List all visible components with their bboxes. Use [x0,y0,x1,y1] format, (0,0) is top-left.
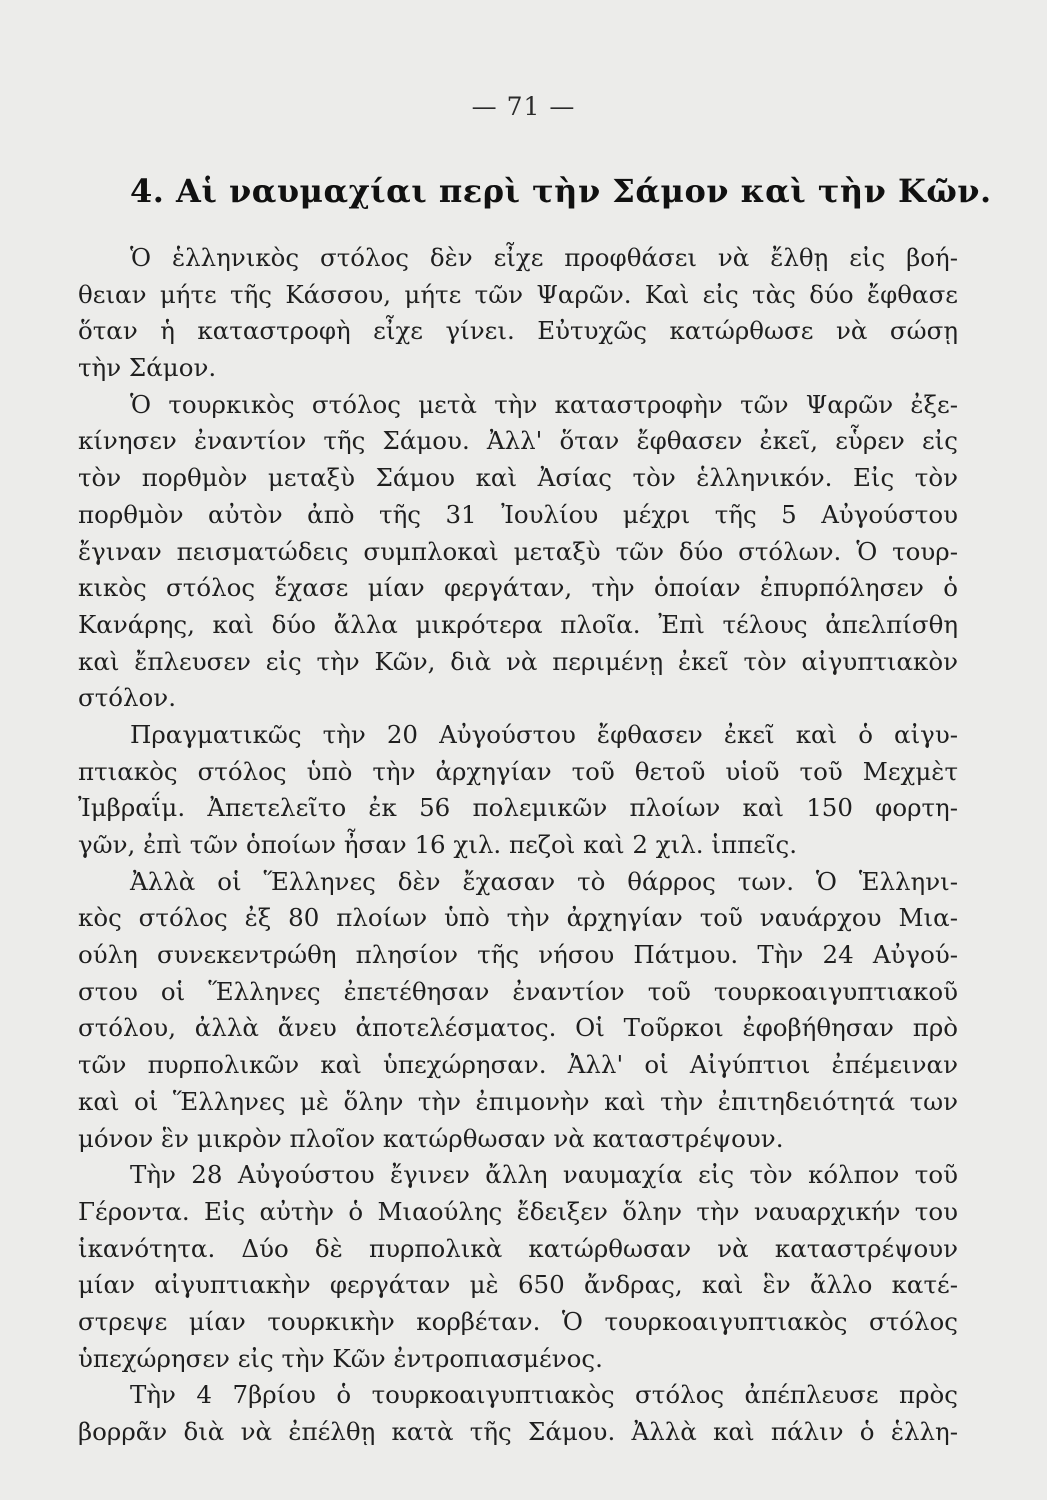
text-line: Ὁ ἑλληνικὸς στόλος δὲν εἶχε προφθάσει νὰ ἔλθῃ εἰς βοή- [130,243,958,272]
text-line: στόλου, ἀλλὰ ἄνευ ἀποτελέσματος. Οἱ Τοῦρκοι ἐφοβήθησαν πρὸ [78,1013,958,1043]
text-line: κὸς στόλος ἐξ 80 πλοίων ὑπὸ τὴν ἀρχηγίαν τοῦ ναυάρχου Μια- [78,903,958,933]
text-line: Γέροντα. Εἰς αὐτὴν ὁ Μιαούλης ἔδειξεν ὅλην τὴν ναυαρχικήν του [78,1196,958,1226]
paragraph [78,1157,958,1377]
text-line: γῶν, ἐπὶ τῶν ὁποίων ἦσαν 16 χιλ. πεζοὶ καὶ 2 χιλ. ἱππεῖς. [78,830,797,859]
text-line: στου οἱ Ἕλληνες ἐπετέθησαν ἐναντίον τοῦ τουρκοαιγυπτιακοῦ [78,976,958,1006]
text-line: τῶν πυρπολικῶν καὶ ὑπεχώρησαν. Ἀλλ' οἱ Αἰγύπτιοι ἐπέμειναν [78,1050,958,1080]
paragraph [78,717,958,864]
text-line: πτιακὸς στόλος ὑπὸ τὴν ἀρχηγίαν τοῦ θετοῦ υἱοῦ τοῦ Μεχμὲτ [78,756,958,786]
paragraph [78,387,958,717]
text-line: ὅταν ἡ καταστροφὴ εἶχε γίνει. Εὐτυχῶς κατώρθωσε νὰ σώσῃ [78,316,958,346]
text-line: τὴν Σάμον. [78,353,217,383]
text-line: ἔγιναν πεισματώδεις συμπλοκαὶ μεταξὺ τῶν δύο στόλων. Ὁ τουρ- [78,536,958,566]
text-line: Τὴν 4 7βρίου ὁ τουρκοαιγυπτιακὸς στόλος ἀπέπλευσε πρὸς [130,1380,958,1410]
text-line: καὶ ἔπλευσεν εἰς τὴν Κῶν, διὰ νὰ περιμένῃ ἐκεῖ τὸν αἰγυπτιακὸν [78,646,958,676]
text-line: στόλον. [78,683,176,713]
text-line: ὑπεχώρησεν εἰς τὴν Κῶν ἐντροπιασμένος. [78,1343,603,1373]
paragraph [78,864,958,1158]
text-line: μόνον ἓν μικρὸν πλοῖον κατώρθωσαν νὰ καταστρέψουν. [78,1123,784,1153]
text-line: καὶ οἱ Ἕλληνες μὲ ὅλην τὴν ἐπιμονὴν καὶ τὴν ἐπιτηδειότητά των [78,1086,958,1116]
text-line: ἱκανότητα. Δύο δὲ πυρπολικὰ κατώρθωσαν νὰ καταστρέψουν [78,1233,958,1263]
text-line: τὸν πορθμὸν μεταξὺ Σάμου καὶ Ἀσίας τὸν ἑλληνικόν. Εἰς τὸν [78,463,958,493]
text-line: Πραγματικῶς τὴν 20 Αὐγούστου ἔφθασεν ἐκεῖ καὶ ὁ αἰγυ- [130,719,958,749]
text-line: ούλη συνεκεντρώθη πλησίον τῆς νήσου Πάτμου. Τὴν 24 Αὐγού- [78,940,958,970]
paragraph [78,240,958,387]
paragraph [78,1377,958,1450]
text-line: Ἰμβραΐμ. Ἀπετελεῖτο ἐκ 56 πολεμικῶν πλοίων καὶ 150 φορτη- [78,793,958,823]
text-line: θειαν μήτε τῆς Κάσσου, μήτε τῶν Ψαρῶν. Καὶ εἰς τὰς δύο ἔφθασε [78,279,958,309]
text-line: στρεψε μίαν τουρκικὴν κορβέταν. Ὁ τουρκοαιγυπτιακὸς στόλος [78,1306,958,1336]
text-line: μίαν αἰγυπτιακὴν φεργάταν μὲ 650 ἄνδρας, καὶ ἓν ἄλλο κατέ- [78,1270,958,1300]
text-line: Τὴν 28 Αὐγούστου ἔγινεν ἄλλη ναυμαχία εἰς τὸν κόλπον τοῦ [130,1160,958,1190]
page-number: — 71 — [471,92,576,121]
text-body [78,240,958,1451]
text-line: Ἀλλὰ οἱ Ἕλληνες δὲν ἔχασαν τὸ θάρρος των. Ὁ Ἑλληνι- [130,866,958,896]
text-line: κικὸς στόλος ἔχασε μίαν φεργάταν, τὴν ὁποίαν ἐπυρπόλησεν ὁ [78,573,958,603]
text-line: πορθμὸν αὐτὸν ἀπὸ τῆς 31 Ἰουλίου μέχρι τῆς 5 Αὐγούστου [78,499,958,529]
text-line: βορρᾶν διὰ νὰ ἐπέλθῃ κατὰ τῆς Σάμου. Ἀλλὰ καὶ πάλιν ὁ ἑλλη- [78,1417,958,1446]
text-line: κίνησεν ἐναντίον τῆς Σάμου. Ἀλλ' ὅταν ἔφθασεν ἐκεῖ, εὗρεν εἰς [78,426,958,456]
text-line: Ὁ τουρκικὸς στόλος μετὰ τὴν καταστροφὴν τῶν Ψαρῶν ἐξε- [130,389,958,419]
section-title: 4. Αἱ ναυμαχίαι περὶ τὴν Σάμον καὶ τὴν Κῶν. [130,172,992,210]
text-line: Κανάρης, καὶ δύο ἄλλα μικρότερα πλοῖα. Ἐπὶ τέλους ἀπελπίσθη [78,609,958,639]
